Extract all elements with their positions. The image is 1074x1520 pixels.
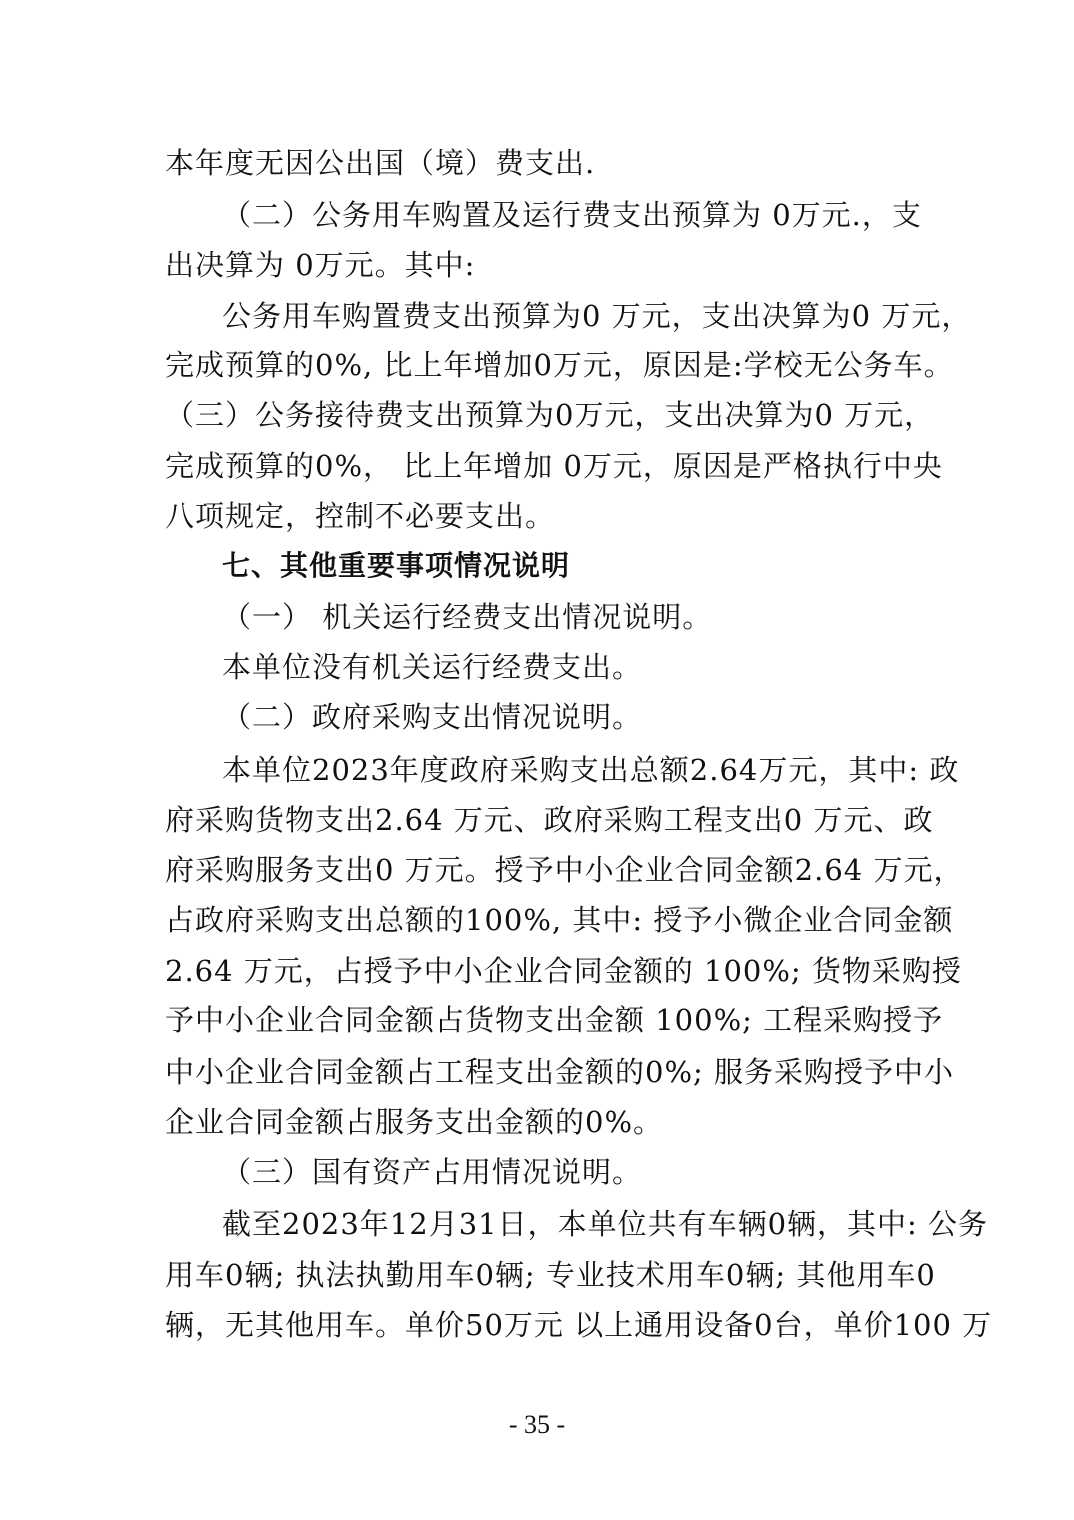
- paragraph-line: 本年度无因公出国（境）费支出.: [165, 146, 596, 180]
- paragraph-line: 八项规定，控制不必要支出。: [165, 499, 556, 533]
- paragraph-line: 出决算为 0万元。其中:: [165, 248, 476, 282]
- paragraph-line: 本单位2023年度政府采购支出总额2.64万元，其中: 政: [222, 753, 960, 787]
- paragraph-line: 完成预算的0%， 比上年增加 0万元，原因是严格执行中央: [165, 449, 943, 483]
- paragraph-line: 用车0辆; 执法执勤用车0辆; 专业技术用车0辆; 其他用车0: [165, 1258, 936, 1292]
- paragraph-line: 辆，无其他用车。单价50万元 以上通用设备0台，单价100 万: [165, 1308, 993, 1342]
- paragraph-line: 2.64 万元，占授予中小企业合同金额的 100%; 货物采购授: [165, 954, 962, 988]
- paragraph-line: 府采购货物支出2.64 万元、政府采购工程支出0 万元、政: [165, 803, 934, 837]
- paragraph-line: 截至2023年12月31日，本单位共有车辆0辆，其中: 公务: [222, 1207, 989, 1241]
- paragraph-line: 完成预算的0%, 比上年增加0万元，原因是:学校无公务车。: [165, 348, 954, 382]
- paragraph-line: （二）公务用车购置及运行费支出预算为 0万元.，支: [222, 198, 922, 232]
- page-number: - 35 -: [508, 1410, 566, 1439]
- paragraph-line: 企业合同金额占服务支出金额的0%。: [165, 1105, 664, 1139]
- subsection-heading: （三）国有资产占用情况说明。: [222, 1155, 643, 1189]
- subsection-heading: （一） 机关运行经费支出情况说明。: [222, 600, 713, 634]
- paragraph-line: 公务用车购置费支出预算为0 万元，支出决算为0 万元，: [222, 299, 972, 333]
- subsection-heading: （二）政府采购支出情况说明。: [222, 700, 643, 734]
- paragraph-line: 本单位没有机关运行经费支出。: [222, 650, 643, 684]
- paragraph-line: 府采购服务支出0 万元。授予中小企业合同金额2.64 万元，: [165, 853, 964, 887]
- paragraph-line: （三）公务接待费支出预算为0万元，支出决算为0 万元，: [165, 398, 935, 432]
- paragraph-line: 中小企业合同金额占工程支出金额的0%; 服务采购授予中小: [165, 1055, 954, 1089]
- paragraph-line: 予中小企业合同金额占货物支出金额 100%; 工程采购授予: [165, 1003, 944, 1037]
- section-heading: 七、其他重要事项情况说明: [222, 549, 571, 582]
- paragraph-line: 占政府采购支出总额的100%, 其中: 授予小微企业合同金额: [165, 903, 954, 937]
